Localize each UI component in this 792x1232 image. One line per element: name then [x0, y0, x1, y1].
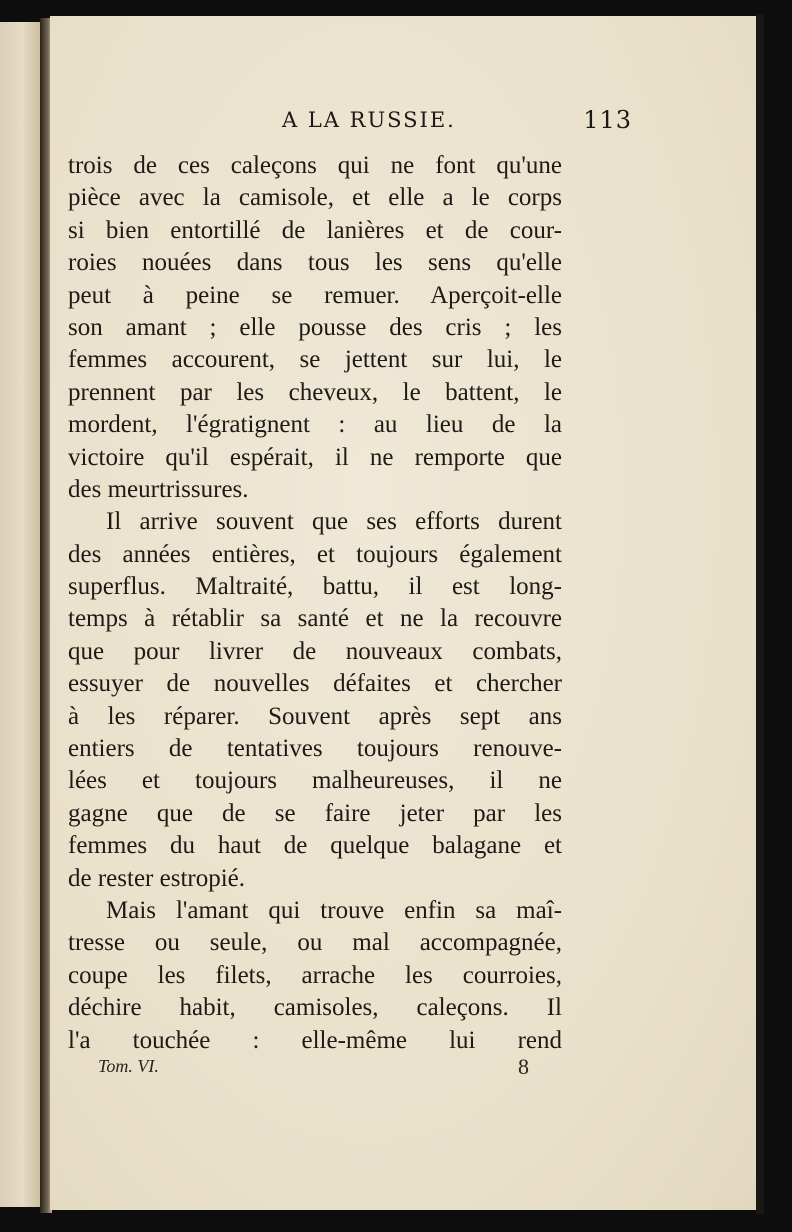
text-line: à les réparer. Souvent après sept ans	[68, 702, 562, 730]
text-line: superflus. Maltraité, battu, il est long-	[68, 573, 562, 601]
text-line: temps à rétablir sa santé et ne la recouvre	[68, 605, 562, 633]
text-line: de rester estropié.	[68, 864, 246, 892]
text-line: femmes du haut de quelque balagane et	[68, 832, 562, 860]
text-line: des meurtrissures.	[68, 475, 249, 503]
running-title: A LA RUSSIE.	[282, 108, 456, 132]
text-line: entiers de tentatives toujours renouve-	[68, 735, 562, 763]
text-line: tresse ou seule, ou mal accompagnée,	[68, 929, 562, 957]
text-line: que pour livrer de nouveaux combats,	[68, 637, 562, 665]
text-line: des années entières, et toujours également	[68, 540, 562, 568]
text-line: victoire qu'il espérait, il ne remporte que	[68, 443, 562, 471]
body-text	[68, 150, 562, 1057]
signature-mark: 8	[518, 1054, 529, 1079]
volume-label: Tom. VI.	[98, 1056, 159, 1076]
text-line: gagne que de se faire jeter par les	[68, 799, 562, 827]
text-line: pièce avec la camisole, et elle a le corps	[68, 184, 562, 212]
text-line: si bien entortillé de lanières et de cour-	[68, 216, 562, 244]
text-line: déchire habit, camisoles, caleçons. Il	[68, 994, 562, 1022]
text-line: son amant ; elle pousse des cris ; les	[68, 313, 562, 341]
page-number: 113	[583, 106, 632, 134]
previous-page-edge	[0, 22, 40, 1207]
text-line: Il arrive souvent que ses efforts durent	[106, 508, 562, 536]
text-line: trois de ces caleçons qui ne font qu'une	[68, 152, 562, 179]
page-right-edge	[756, 14, 764, 1214]
text-line: lées et toujours malheureuses, il ne	[68, 767, 562, 795]
text-line: coupe les filets, arrache les courroies,	[68, 961, 562, 989]
text-line: peut à peine se remuer. Aperçoit-elle	[68, 281, 562, 309]
text-line: roies nouées dans tous les sens qu'elle	[68, 249, 562, 277]
page-footer	[98, 1054, 548, 1084]
text-line: femmes accourent, se jettent sur lui, le	[68, 346, 562, 374]
text-line: l'a touchée : elle-même lui rend	[68, 1026, 562, 1054]
text-line: mordent, l'égratignent : au lieu de la	[68, 411, 562, 439]
text-line: essuyer de nouvelles défaites et chercher	[68, 670, 562, 698]
running-head	[68, 104, 632, 140]
text-line: prennent par les cheveux, le battent, le	[68, 378, 562, 406]
text-line: Mais l'amant qui trouve enfin sa maî-	[106, 896, 562, 924]
